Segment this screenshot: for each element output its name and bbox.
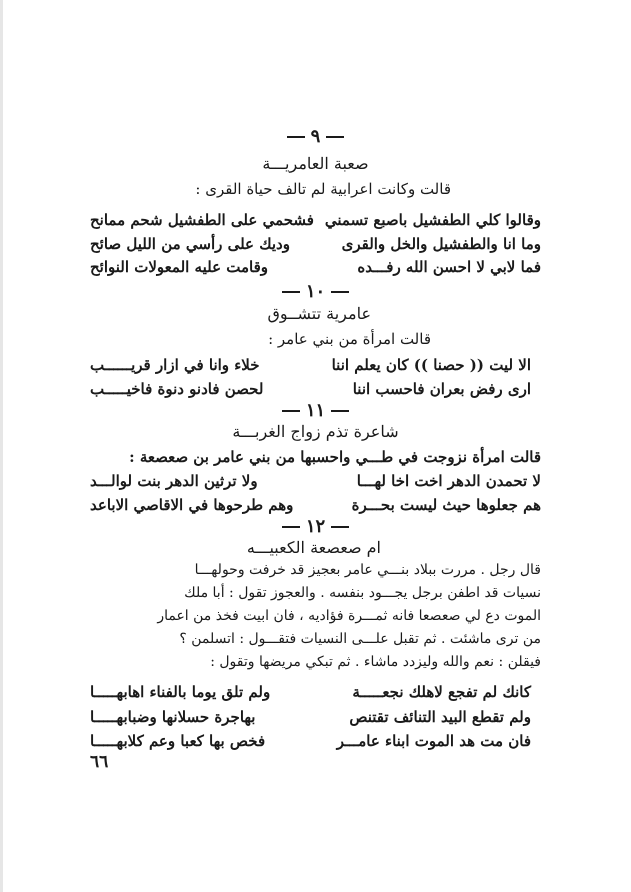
- verse-right: وقالوا كلي الطفشيل باصبع تسمني: [324, 211, 541, 229]
- verse-left: وقامت عليه المعولات النوائح: [90, 258, 269, 276]
- verse-left: وهم طرحوها في الاقاصي الاباعد: [90, 496, 294, 514]
- verse-left: بهاجرة حسلانها وضبابهـــــا: [90, 708, 256, 726]
- page-number: ٦٦: [90, 752, 109, 772]
- section-title: شاعرة تذم زواج الغربـــة: [232, 422, 399, 441]
- verse-right: فان مت هد الموت ابناء عامـــر: [336, 732, 531, 750]
- verse-left: فخص بها كعبا وعم كلابهـــــا: [90, 732, 266, 750]
- verse-left: فشحمي على الطفشيل شحم ممانح: [90, 211, 314, 229]
- prose-line: قال رجل . مررت ببلاد بنـــي عامر بعجيز قد خرفت وحولهـــا: [194, 562, 541, 578]
- section-intro: قالت امرأة نزوجت في طـــي واحسبها من بني عامر بن صعصعة :: [129, 448, 541, 466]
- verse-left: ولم تلق يوما بالفناء اهابهـــــا: [90, 683, 271, 701]
- verse-left: ولا ترثين الدهر بنت لوالـــد: [90, 472, 258, 490]
- verse-left: وديك على رأسي من الليل صائح: [90, 235, 290, 253]
- section-number: ١٠: [0, 281, 631, 302]
- section-title: ام صعصعة الكعبيـــه: [246, 538, 381, 557]
- verse-right: كانك لم تفجع لاهلك نجعـــــة: [352, 683, 531, 701]
- section-intro: قالت وكانت اعرابية لم تالف حياة القرى :: [195, 180, 451, 198]
- verse-right: وما انا والطفشيل والخل والقرى: [341, 235, 541, 253]
- verse-right: هم جعلوها حيث ليست بحـــرة: [351, 496, 541, 514]
- section-number: ١٢: [0, 516, 631, 537]
- section-number: ١١: [0, 400, 631, 421]
- verse-left: لحصن فادنو دنوة فاخيـــــب: [90, 380, 264, 398]
- verse-right: الا ليت (( حصنا )) كان يعلم اننا: [331, 356, 531, 374]
- verse-left: خلاء وانا في ازار قريــــــب: [90, 356, 260, 374]
- prose-line: فيقلن : نعم والله وليزدد ماشاء . ثم تبكي مريضها وتقول :: [210, 654, 541, 670]
- verse-right: ولم تقطع البيد التنائف تقتنص: [349, 708, 531, 726]
- section-intro: قالت امرأة من بني عامر :: [268, 330, 431, 348]
- verse-right: فما لابي لا احسن الله رفـــده: [357, 258, 541, 276]
- verse-right: ارى رفض بعران فاحسب اننا: [352, 380, 531, 398]
- prose-line: من ترى ماشئت . ثم تقبل علـــى النسيات فتقـــول : اتسلمن ؟: [179, 631, 541, 647]
- section-number: ٩: [0, 126, 631, 147]
- prose-line: نسيات قد اطفن برجل يجـــود بنفسه . والعجوز تقول : أبا ملك: [184, 585, 541, 601]
- section-title: صعبة العامريـــة: [262, 154, 369, 173]
- section-title: عامرية تتشــوق: [267, 304, 371, 323]
- prose-line: الموت دع لي صعصعا فانه ثمـــرة فؤاديه ، فان ابيت فخذ من اعمار: [157, 608, 541, 624]
- verse-right: لا تحمدن الدهر اخت اخا لهـــا: [356, 472, 541, 490]
